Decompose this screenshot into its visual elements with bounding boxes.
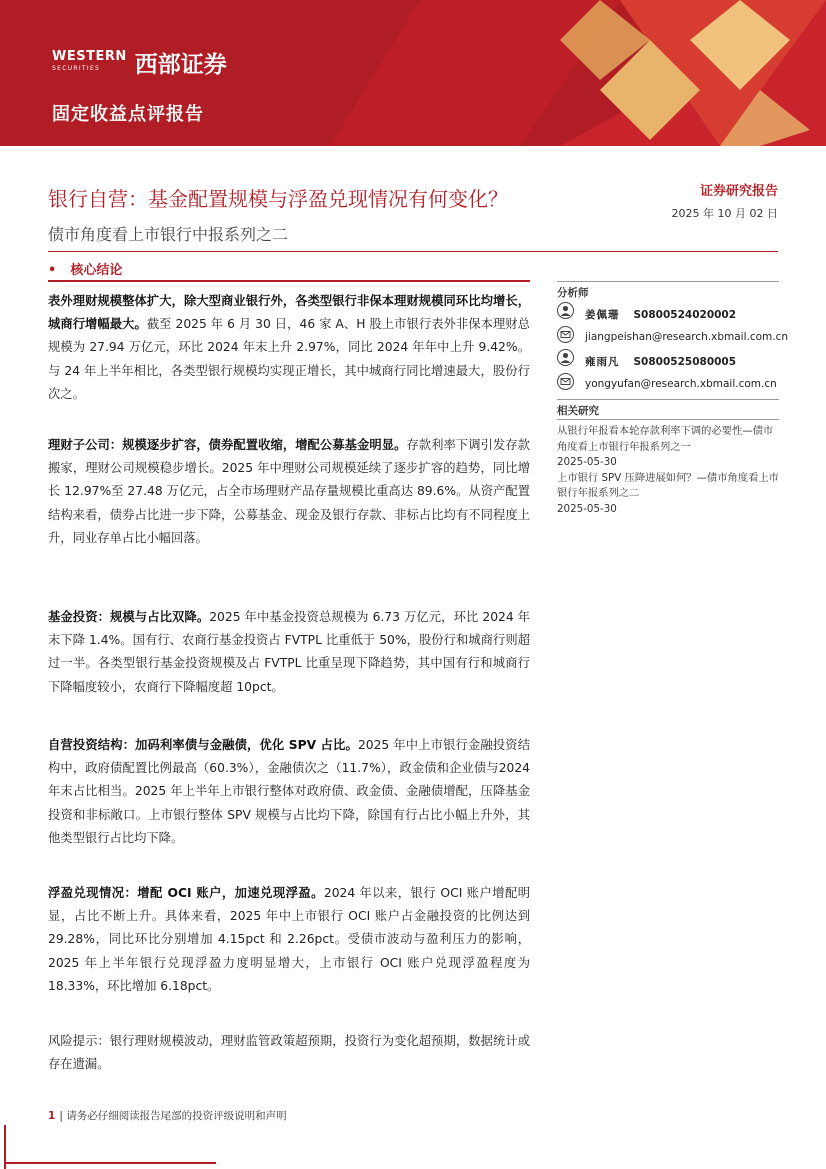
core-divider <box>48 280 530 282</box>
company-logo <box>52 46 227 79</box>
report-date: 2025 年 10 月 02 日 <box>671 207 778 220</box>
core-paragraph: 浮盈兑现情况：增配 OCI 账户，加速兑现浮盈。2024 年以来，银行 OCI 账户增配明显，占比不断上升。具体来看，2025 年中上市银行 OCI 账户占金融投资的比例达到 29.28%，同比环比分别增加 4.15pct 和 2.26pct。受债市波动与盈利压力的影响，2025 年上半年银行兑现浮盈力度明显增大，上市银行 OCI 账户兑现浮盈程度为 18.33%，环比增加 6.18pct。 <box>48 886 530 993</box>
analysts-heading: 分析师 <box>557 287 589 299</box>
page-number: 1 <box>48 1110 56 1122</box>
page-footer: 1 | 请务必仔细阅读报告尾部的投资评级说明和声明 <box>48 1110 287 1122</box>
core-conclusion-heading: • 核心结论 <box>48 263 123 278</box>
core-paragraph: 表外理财规模整体扩大，除大型商业银行外，各类型银行非保本理财规模同环比均增长，城商行增幅最大。截至 2025 年 6 月 30 日，46 家 A、H 股上市银行表外非保本理财总规模为 27.94 万亿元，环比 2024 年末上升 2.97%，同比 2024 年年中上升 9.42%。与 24 年上半年相比，各类型银行规模均实现正增长，其中城商行同比增速最大，股份行次之。 <box>48 294 530 401</box>
risk-warning: 风险提示：银行理财规模波动，理财监管政策超预期，投资行为变化超预期，数据统计或存在遗漏。 <box>48 1034 530 1072</box>
report-type: 固定收益点评报告 <box>52 104 204 125</box>
related-item-date: 2025-05-30 <box>557 502 617 515</box>
related-research-heading: 相关研究 <box>557 405 599 417</box>
title-divider <box>48 251 778 252</box>
sidebar-divider <box>557 399 779 400</box>
analyst-info: 姜佩珊 S0800524020002 <box>585 309 737 321</box>
analyst-email[interactable]: jiangpeishan@research.xbmail.com.cn <box>585 331 789 343</box>
logo-english: WESTERN SECURITIES <box>52 48 127 72</box>
related-item-date: 2025-05-30 <box>557 456 617 468</box>
email-icon <box>557 373 574 390</box>
report-category: 证券研究报告 <box>699 184 778 199</box>
related-item-link[interactable]: 从银行年报看本轮存款利率下调的必要性—债市角度看上市银行年报系列之一 <box>557 425 774 453</box>
report-title: 银行自营：基金配置规模与浮盈兑现情况有何变化？ <box>48 187 508 211</box>
sidebar-divider <box>557 281 779 282</box>
analyst-info: 雍雨凡 S0800525080005 <box>585 356 737 368</box>
analyst-person-icon <box>557 302 574 319</box>
core-paragraph: 理财子公司：规模逐步扩容，债券配置收缩，增配公募基金明显。存款利率下调引发存款搬家，理财公司规模稳步增长。2025 年中理财公司规模延续了逐步扩容的趋势，同比增长 12.97%至 27.48 万亿元，占全市场理财产品存量规模比重高达 89.6%。从资产配置结构来看，债券占比进一步下降，公募基金、现金及银行存款、非标占比均有不同程度上升，同业存单占比小幅回落。 <box>48 438 530 545</box>
sidebar-divider <box>557 419 779 420</box>
report-subtitle: 债市角度看上市银行中报系列之二 <box>48 225 289 244</box>
core-paragraph: 基金投资：规模与占比双降。2025 年中基金投资总规模为 6.73 万亿元，环比 2024 年末下降 1.4%。国有行、农商行基金投资占 FVTPL 比重低于 50%，股份行和城商行则超过一半。各类型银行基金投资规模及占 FVTPL 比重呈现下降趋势，其中国有行和城商行下降幅度较小，农商行下降幅度超 10pct。 <box>48 610 530 694</box>
email-icon <box>557 326 574 343</box>
analyst-person-icon <box>557 349 574 366</box>
core-paragraph: 自营投资结构：加码利率债与金融债，优化 SPV 占比。2025 年中上市银行金融投资结构中，政府债配置比例最高（60.3%），金融债次之（11.7%），政金债和企业债与2024 年末占比相当。2025 年上半年上市银行整体对政府债、政金债、金融债增配，压降基金投资和非标敞口。上市银行整体 SPV 规模与占比均下降，除国有行占比小幅上升外，其他类型银行占比均下降。 <box>48 738 530 845</box>
related-item-link[interactable]: 上市银行 SPV 压降进展如何？—债市角度看上市银行年报系列之二 <box>557 471 779 499</box>
related-research-list <box>557 424 781 517</box>
analyst-email[interactable]: yongyufan@research.xbmail.com.cn <box>585 378 777 390</box>
header-banner <box>0 0 826 146</box>
corner-decoration <box>4 1162 216 1164</box>
bullet-icon: • <box>48 263 57 278</box>
logo-chinese: 西部证券 <box>134 52 227 78</box>
